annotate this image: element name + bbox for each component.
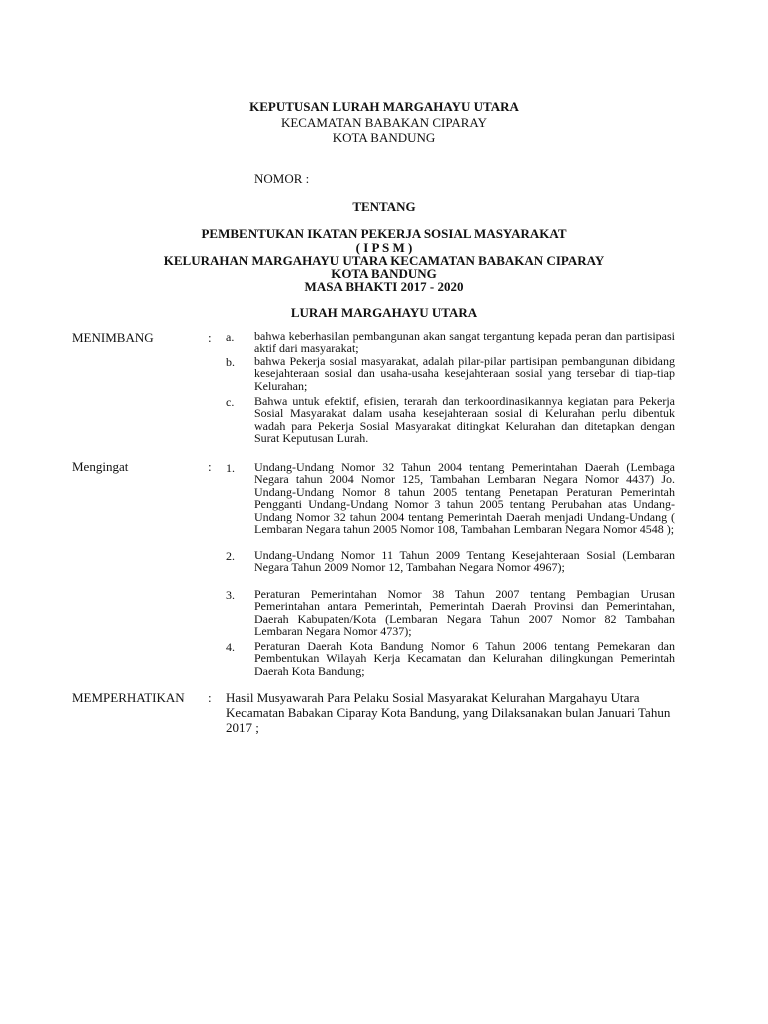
menimbang-colon: : (208, 330, 212, 345)
mengingat-item-mark: 2. (226, 549, 235, 563)
header-subdistrict: KECAMATAN BABAKAN CIPARAY (280, 115, 488, 130)
menimbang-label: MENIMBANG (72, 330, 154, 345)
mengingat-colon: : (208, 459, 212, 474)
mengingat-item-text: Peraturan Daerah Kota Bandung Nomor 6 Tahun 2006 tentang Pemekaran dan Pembentukan Wilayah Kerja Kecamatan dan Kelurahan dilingkungan Pemerintah Daerah Kota Bandung; (254, 639, 675, 678)
memperhatikan-label: MEMPERHATIKAN (72, 690, 185, 705)
subject-line-3: KELURAHAN MARGAHAYU UTARA KECAMATAN BABAKAN CIPARAY (163, 253, 605, 268)
mengingat-item-text: Undang-Undang Nomor 32 Tahun 2004 tentang Pemerintahan Daerah (Lembaga Negara tahun 2004 Nomor 125, Tambahan Lembaran Negara Nomor 4437) Jo. Undang-Undang Nomor 8 tahun 2005 tentang Penetapan Peraturan Pemerintah Pengganti Undang-Undang Nomor 3 tahun 2005 tentang Perubahan atas Undang-Undang Nomor 32 tahun 2004 tentang Pemerintah Daerah menjadi Undang-Undang ( Lembaran Negara tahun 2005 Nomor 108, Tambahan Lembaran Negara Nomor 4548 ); (254, 460, 675, 537)
menimbang-item-text: bahwa Pekerja sosial masyarakat, adalah pilar-pilar partisipan pembangunan dibidang kesejahteraan sosial dan usaha-usaha kesejahteraan sosial yang tersebar di tiap-tiap Kelurahan; (254, 354, 675, 393)
menimbang-item-mark: b. (226, 355, 235, 369)
subject-line-1: PEMBENTUKAN IKATAN PEKERJA SOSIAL MASYARAKAT (201, 226, 567, 241)
menimbang-item-mark: c. (226, 395, 235, 409)
memperhatikan-colon: : (208, 690, 212, 705)
subject-line-2: ( I P S M ) (355, 240, 413, 255)
mengingat-label: Mengingat (72, 459, 129, 474)
memperhatikan-text: Hasil Musyawarah Para Pelaku Sosial Masyarakat Kelurahan Margahayu Utara Kecamatan Babakan Ciparay Kota Bandung, yang Dilaksanakan bulan Januari Tahun 2017 ; (226, 690, 671, 735)
mengingat-item-text: Peraturan Pemerintahan Nomor 38 Tahun 2007 tentang Pembagian Urusan Pemerintahan antara Pemerintah, Pemerintah Daerah Provinsi dan Pemerintahan, Daerah Kabupaten/Kota (Lembaran Negara Tahun 2007 Nomor 82 Tambahan Lembaran Negara Nomor 4737); (254, 587, 675, 639)
issuer-heading: LURAH MARGAHAYU UTARA (290, 305, 478, 320)
tentang-heading: TENTANG (352, 199, 416, 214)
mengingat-item-mark: 1. (226, 461, 235, 475)
header-city: KOTA BANDUNG (332, 130, 436, 145)
subject-line-4: KOTA BANDUNG (331, 266, 437, 281)
mengingat-item-mark: 4. (226, 640, 235, 654)
subject-line-5: MASA BHAKTI 2017 - 2020 (304, 279, 464, 294)
menimbang-item-text: bahwa keberhasilan pembangunan akan sangat tergantung kepada peran dan partisipasi aktif dari masyarakat; (254, 329, 675, 356)
nomor-label: NOMOR : (254, 171, 310, 186)
mengingat-item-text: Undang-Undang Nomor 11 Tahun 2009 Tentang Kesejahteraan Sosial (Lembaran Negara Tahun 2009 Nomor 12, Tambahan Negara Nomor 4967); (254, 548, 675, 575)
mengingat-item-mark: 3. (226, 588, 235, 602)
menimbang-item-mark: a. (226, 330, 235, 344)
menimbang-item-text: Bahwa untuk efektif, efisien, terarah dan terkoordinasikannya kegiatan para Pekerja Sosial Masyarakat dalam usaha kesejahteraan sosial di Kelurahan perlu dibentuk wadah para Pekerja Sosial Masyarakat ditingkat Kelurahan dan ditetapkan dengan Surat Keputusan Lurah. (254, 394, 675, 446)
header-title: KEPUTUSAN LURAH MARGAHAYU UTARA (249, 99, 519, 114)
